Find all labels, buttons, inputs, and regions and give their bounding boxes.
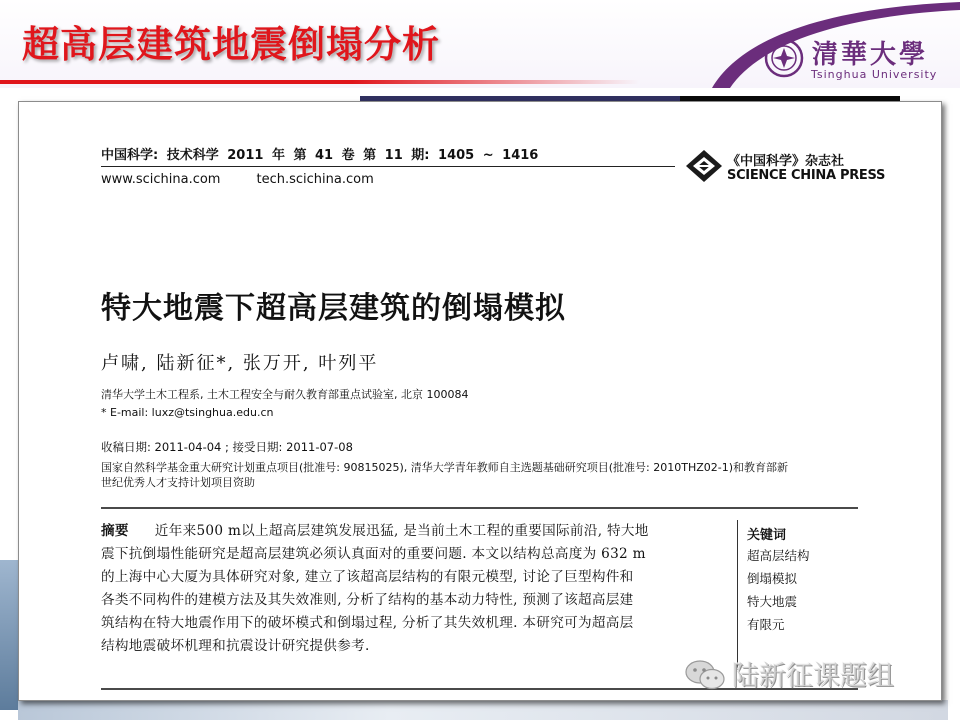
slide-title: 超高层建筑地震倒塌分析	[22, 23, 440, 66]
keyword: 倒塌模拟	[747, 571, 798, 586]
abstract-line: 结构地震破坏机理和抗震设计研究提供参考.	[101, 638, 370, 654]
journal-info: 中国科学: 技术科学 2011 年 第 41 卷 第 11 期: 1405 ~ 1416	[101, 148, 539, 163]
press-name-en: SCIENCE CHINA PRESS	[727, 168, 886, 183]
funding-note: 世纪优秀人才支持计划项目资助	[101, 476, 255, 489]
paper-title: 特大地震下超高层建筑的倒塌模拟	[101, 291, 566, 326]
journal-url: www.scichina.com	[101, 172, 221, 187]
tsinghua-logo-english: Tsinghua University	[811, 68, 938, 81]
keywords-divider	[737, 520, 738, 670]
abstract-label: 摘要	[101, 523, 129, 539]
abstract-line: 各类不同构件的建模方法及其失效准则, 分析了结构的基本动力特性, 预测了该超高层建	[101, 592, 634, 608]
background-photo-strip	[18, 700, 948, 720]
journal-urls	[101, 172, 410, 187]
keywords-label: 关键词	[747, 528, 787, 543]
wechat-icon	[684, 659, 726, 691]
abstract-line: 摘要 近年来500 m以上超高层建筑发展迅猛, 是当前土木工程的重要国际前沿, 特大地	[101, 523, 649, 539]
author-affiliation: 清华大学土木工程系, 土木工程安全与耐久教育部重点试验室, 北京 100084	[101, 388, 469, 401]
abstract-line: 筑结构在特大地震作用下的破坏模式和倒塌过程, 分析了其失效机理. 本研究可为超高层	[101, 615, 634, 631]
header-rule	[101, 166, 675, 167]
keyword: 特大地震	[747, 594, 798, 609]
paper-authors: 卢啸, 陆新征*, 张万开, 叶列平	[101, 353, 379, 374]
corresponding-email: * E-mail: luxz@tsinghua.edu.cn	[101, 406, 274, 419]
abstract-text	[101, 520, 725, 658]
journal-url: tech.scichina.com	[256, 172, 374, 187]
watermark-text: 陆新征课题组	[732, 661, 894, 692]
tsinghua-logo-text: 清華大學	[812, 40, 929, 70]
tsinghua-seal-icon	[764, 38, 804, 78]
abstract-line: 震下抗倒塌性能研究是超高层建筑必须认真面对的重要问题. 本文以结构总高度为 632 m	[101, 546, 646, 562]
funding-note: 国家自然科学基金重大研究计划重点项目(批准号: 90815025), 清华大学青年教师自主选题基础研究项目(批准号: 2010THZ02-1)和教育部新	[101, 461, 789, 474]
keyword: 超高层结构	[747, 548, 810, 563]
keyword: 有限元	[747, 617, 785, 632]
title-underline	[0, 80, 640, 84]
science-china-press-logo-icon	[685, 149, 723, 183]
abstract-line: 的上海中心大厦为具体研究对象, 建立了该超高层结构的有限元模型, 讨论了巨型构件和	[101, 569, 634, 585]
background-photo-strip	[0, 560, 18, 710]
received-accepted-dates: 收稿日期: 2011-04-04 ; 接受日期: 2011-07-08	[101, 440, 353, 454]
press-name-cn: 《中国科学》杂志社	[727, 154, 845, 169]
paper-clipping	[18, 101, 942, 701]
abstract-top-rule	[101, 507, 858, 509]
